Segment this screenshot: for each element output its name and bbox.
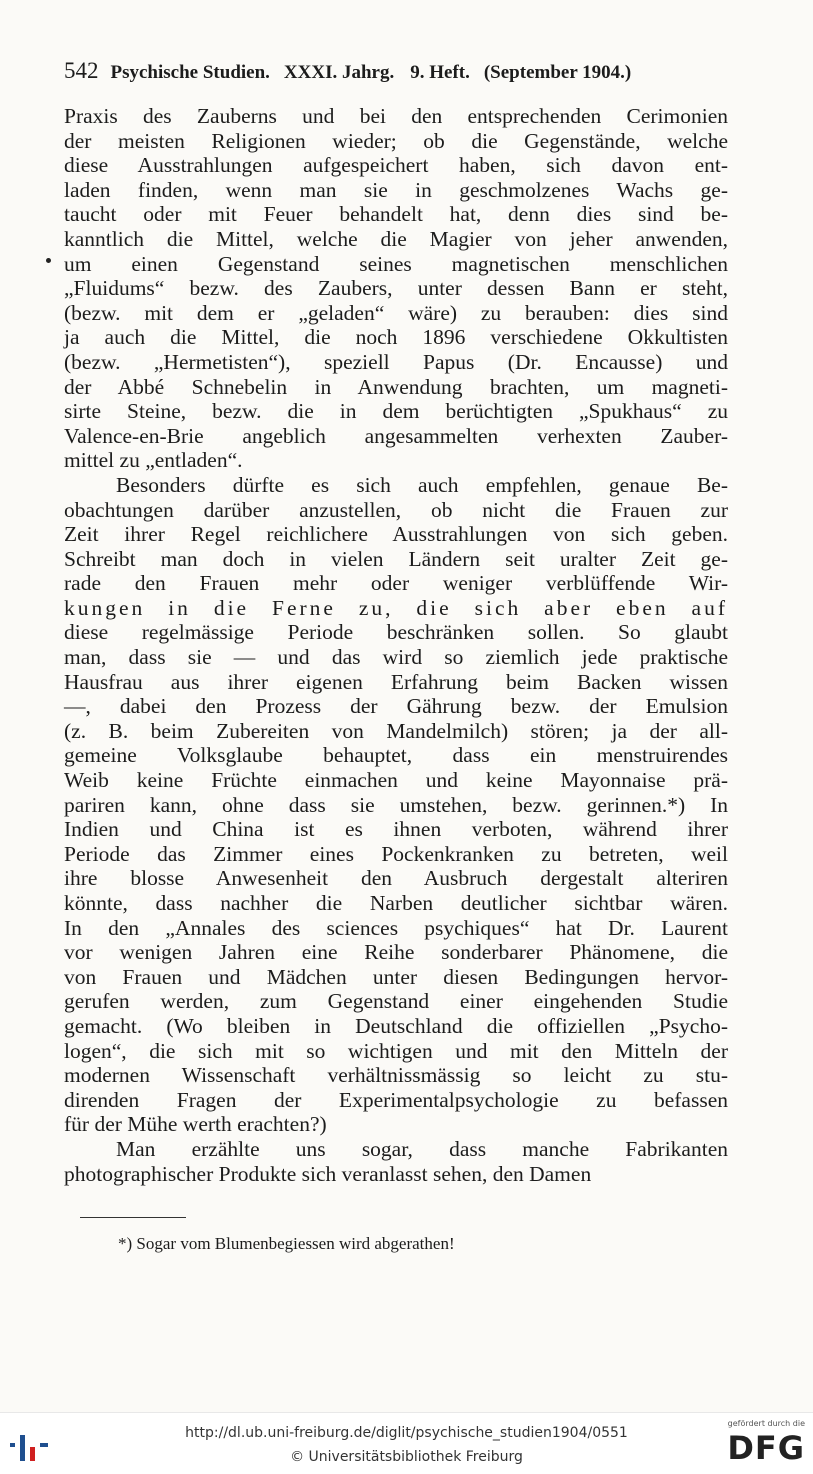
- text-line: mittel zu „entladen“.: [64, 448, 243, 473]
- text-line: In den „Annales des sciences psychiques“ hat Dr. Laurent: [64, 915, 728, 940]
- copyright-notice: © Universitätsbibliothek Freiburg: [290, 1449, 523, 1465]
- issue-date: (September 1904.): [483, 62, 632, 83]
- funder-note: gefördert durch die: [727, 1419, 805, 1428]
- text-line: Schreibt man doch in vielen Ländern seit uralter Zeit ge-: [64, 546, 728, 571]
- text-line: Hausfrau aus ihrer eigenen Erfahrung beim Backen wissen: [64, 669, 728, 694]
- footnote-rule: [80, 1217, 186, 1218]
- text-line: der Abbé Schnebelin in Anwendung brachten, um magneti-: [64, 374, 728, 399]
- text-line: sirte Steine, bezw. die in dem berüchtigten „Spukhaus“ zu: [64, 399, 728, 424]
- text-line: kanntlich die Mittel, welche die Magier von jeher anwenden,: [64, 226, 728, 251]
- text-line: Besonders dürfte es sich auch empfehlen, genaue Be-: [116, 472, 728, 497]
- text-line: rade den Frauen mehr oder weniger verblüffende Wir-: [64, 571, 728, 596]
- text-line: man, dass sie — und das wird so ziemlich jede praktische: [64, 645, 728, 670]
- text-line: diese Ausstrahlungen aufgespeichert haben, sich davon ent-: [64, 153, 728, 178]
- text-line: „Fluidums“ bezw. des Zaubers, unter dessen Bann er steht,: [64, 276, 728, 301]
- text-line: gemeine Volksglaube behauptet, dass ein menstruirendes: [64, 743, 728, 768]
- text-line: vor wenigen Jahren eine Reihe sonderbarer Phänomene, die: [64, 940, 728, 965]
- issue-number: 9. Heft.: [410, 62, 470, 83]
- margin-dot: [46, 258, 51, 263]
- page-number: 542: [64, 58, 99, 83]
- text-line: Man erzählte uns sogar, dass manche Fabrikanten: [116, 1136, 728, 1161]
- dfg-logo: [715, 1419, 805, 1469]
- text-line: taucht oder mit Feuer behandelt hat, denn dies sind be-: [64, 202, 728, 227]
- volume-year: XXXI. Jahrg.: [283, 62, 395, 83]
- footnote: *) Sogar vom Blumenbegiessen wird abgerathen!: [118, 1234, 455, 1253]
- text-line: Valence-en-Brie angeblich angesammelten verhexten Zauber-: [64, 423, 728, 448]
- text-line: —, dabei den Prozess der Gährung bezw. der Emulsion: [64, 694, 728, 719]
- text-line: diese regelmässige Periode beschränken sollen. So glaubt: [64, 620, 728, 645]
- text-line: direnden Fragen der Experimentalpsychologie zu befassen: [64, 1087, 728, 1112]
- text-line: laden finden, wenn man sie in geschmolzenes Wachs ge-: [64, 177, 728, 202]
- text-line: obachtungen darüber anzustellen, ob nicht die Frauen zur: [64, 497, 728, 522]
- text-line: Periode das Zimmer eines Pockenkranken zu betreten, weil: [64, 841, 728, 866]
- text-line: von Frauen und Mädchen unter diesen Bedingungen hervor-: [64, 964, 728, 989]
- text-line: modernen Wissenschaft verhältnissmässig so leicht zu stu-: [64, 1063, 728, 1088]
- text-line: Praxis des Zauberns und bei den entsprechenden Cerimonien: [64, 104, 728, 128]
- text-line: pariren kann, ohne dass sie umstehen, bezw. gerinnen.*) In: [64, 792, 728, 817]
- text-line: (z. B. beim Zubereiten von Mandelmilch) stören; ja der all-: [64, 718, 728, 743]
- text-line: ihre blosse Anwesenheit den Ausbruch dergestalt alteriren: [64, 866, 728, 891]
- text-line: ja auch die Mittel, die noch 1896 verschiedene Okkultisten: [64, 325, 728, 350]
- text-line: der meisten Religionen wieder; ob die Gegenstände, welche: [64, 128, 728, 153]
- funder-name: DFG: [727, 1429, 805, 1467]
- text-line: (bezw. mit dem er „geladen“ wäre) zu berauben: dies sind: [64, 300, 728, 325]
- text-line: Indien und China ist es ihnen verboten, während ihrer: [64, 817, 728, 842]
- text-line: gemacht. (Wo bleiben in Deutschland die offiziellen „Psycho-: [64, 1013, 728, 1038]
- text-line: logen“, die sich mit so wichtigen und mit den Mitteln der: [64, 1038, 728, 1063]
- journal-title: Psychische Studien.: [110, 62, 270, 83]
- text-line: um einen Gegenstand seines magnetischen menschlichen: [64, 251, 728, 276]
- text-line: für der Mühe werth erachten?): [64, 1112, 327, 1137]
- running-header: [64, 58, 736, 88]
- text-line: gerufen werden, zum Gegenstand einer eingehenden Studie: [64, 989, 728, 1014]
- source-url[interactable]: http://dl.ub.uni-freiburg.de/diglit/psychische_studien1904/0551: [185, 1425, 628, 1441]
- text-line: kungen in die Ferne zu, die sich aber eben auf: [64, 595, 728, 620]
- text-line: Weib keine Früchte einmachen und keine Mayonnaise prä-: [64, 768, 728, 793]
- text-line: könnte, dass nachher die Narben deutlicher sichtbar wären.: [64, 891, 728, 915]
- digitization-footer: [0, 1412, 813, 1474]
- body-text: [64, 104, 728, 1186]
- text-line: (bezw. „Hermetisten“), speziell Papus (Dr. Encausse) und: [64, 349, 728, 374]
- text-line: Zeit ihrer Regel reichlichere Ausstrahlungen von sich geben.: [64, 522, 728, 547]
- text-line: photographischer Produkte sich veranlasst sehen, den Damen: [64, 1161, 592, 1186]
